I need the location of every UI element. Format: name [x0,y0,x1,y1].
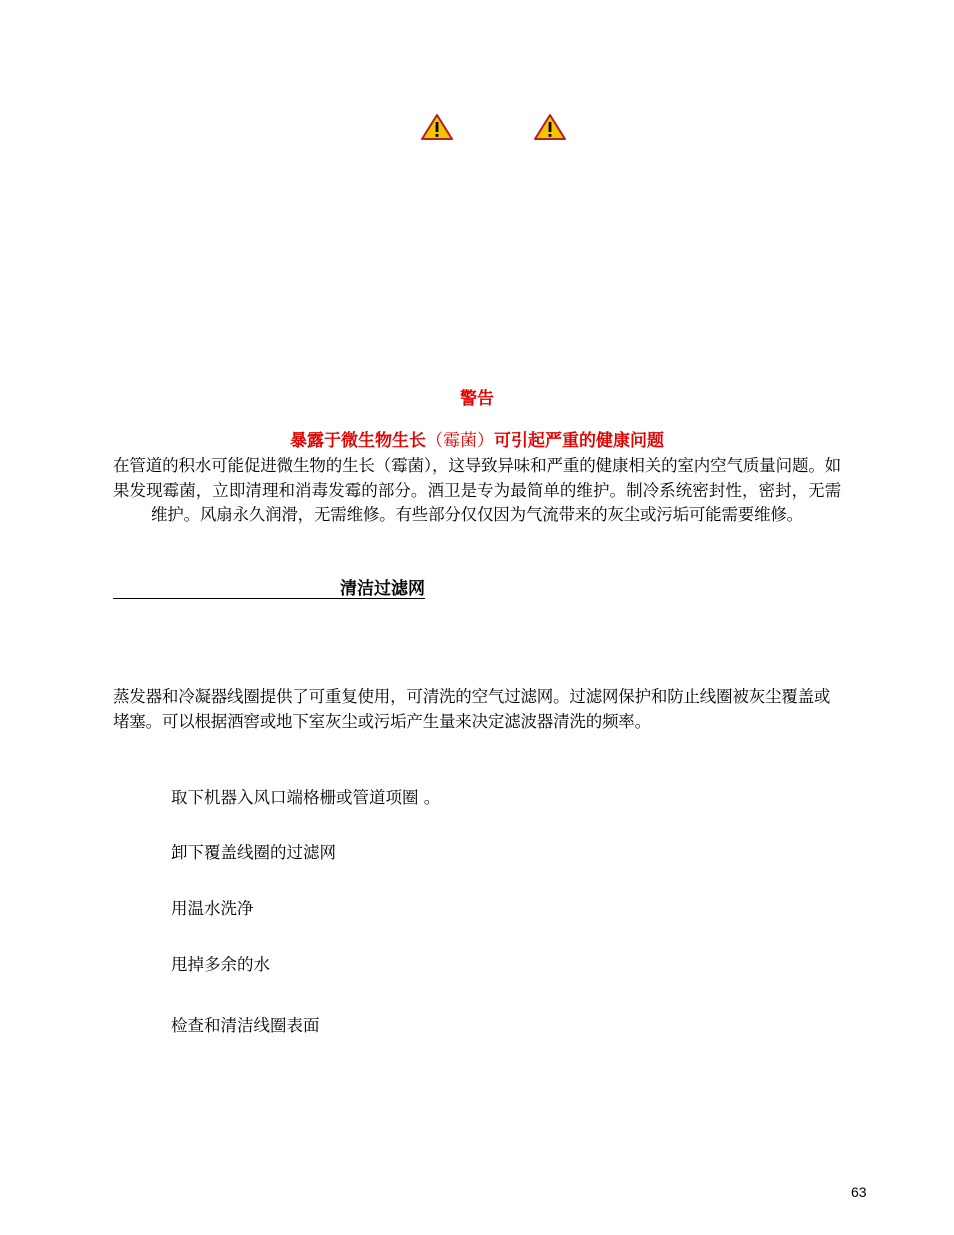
step-item: 甩掉多余的水 [171,955,270,974]
warning-subtitle-suffix: 可引起严重的健康问题 [494,431,664,451]
page-number: 63 [851,1184,867,1200]
warning-subtitle-paren: （霉菌） [426,431,494,451]
step-item: 检查和清洁线圈表面 [171,1016,320,1035]
section-heading: 清洁过滤网 [113,574,425,599]
warning-title: 警告 [460,389,494,409]
warning-body: 在管道的积水可能促进微生物的生长（霉菌），这导致异味和严重的健康相关的室内空气质量问题。如果发现霉菌，立即清理和消毒发霉的部分。酒卫是专为最简单的维护。制冷系统密封性，密封，无需维护。风扇永久润滑，无需维修。有些部分仅仅因为气流带来的灰尘或污垢可能需要维修。 [113,456,841,524]
step-item: 用温水洗净 [171,899,254,918]
warning-subtitle-prefix: 暴露于微生物生长 [290,431,426,451]
warning-triangle-icon [533,113,567,141]
step-item: 取下机器入风口端格栅或管道项圈 。 [171,788,441,807]
warning-triangle-icon [420,113,454,141]
warning-subtitle [113,430,841,452]
step-item: 卸下覆盖线圈的过滤网 [171,843,336,862]
section-intro: 蒸发器和冷凝器线圈提供了可重复使用，可清洗的空气过滤网。过滤网保护和防止线圈被灰尘覆盖或堵塞。可以根据酒窖或地下室灰尘或污垢产生量来决定滤波器清洗的频率。 [113,687,831,731]
